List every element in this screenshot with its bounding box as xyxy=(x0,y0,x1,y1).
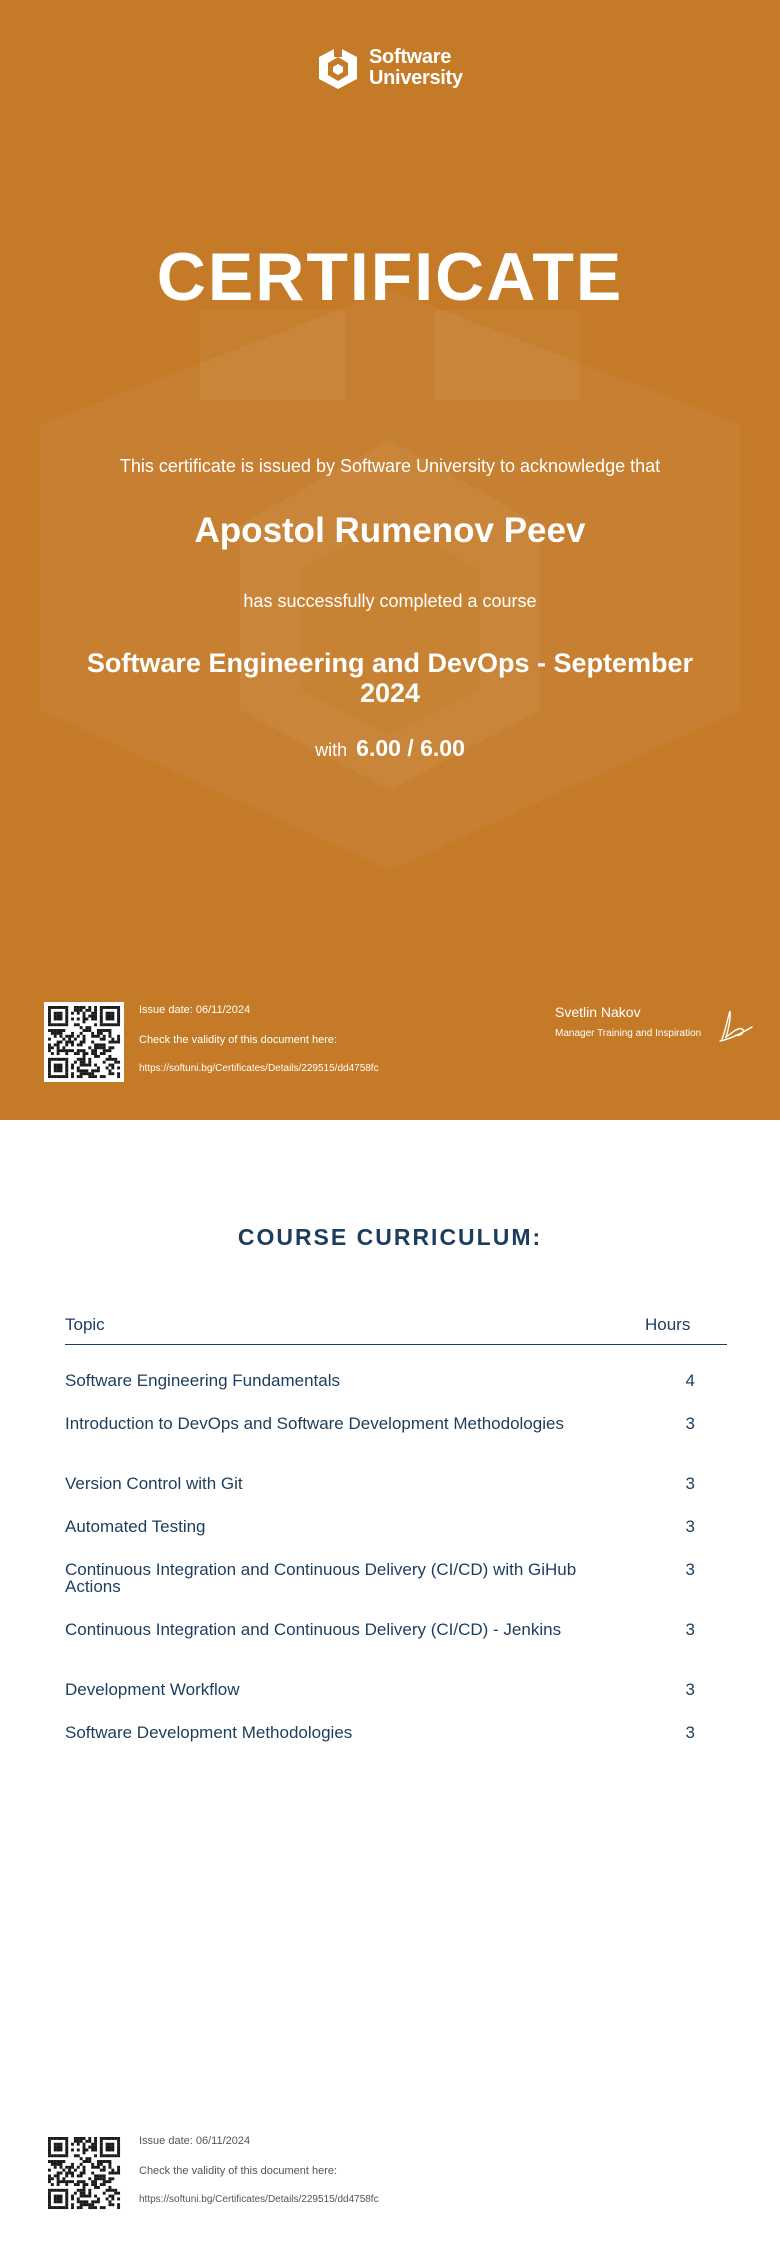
certificate-page xyxy=(0,0,780,1120)
signatory-name: Svetlin Nakov xyxy=(555,1004,641,1020)
brand-line-1: Software xyxy=(369,46,452,68)
column-header-topic: Topic xyxy=(65,1315,105,1334)
row-hours: 3 xyxy=(685,1474,695,1493)
row-topic: Continuous Integration and Continuous Delivery (CI/CD) - Jenkins xyxy=(65,1620,562,1639)
row-topic: Introduction to DevOps and Software Development Methodologies xyxy=(65,1414,564,1433)
curriculum-title: COURSE CURRICULUM: xyxy=(237,1224,543,1250)
watermark-logo xyxy=(40,290,740,870)
row-hours: 3 xyxy=(685,1723,695,1742)
row-hours: 3 xyxy=(685,1560,695,1579)
validation-url[interactable]: https://softuni.bg/Certificates/Details/229515/dd4758fc xyxy=(139,2194,379,2205)
grade-prefix: with xyxy=(315,740,348,760)
table-row xyxy=(65,1561,695,1595)
table-row xyxy=(65,1518,695,1535)
validation-url[interactable]: https://softuni.bg/Certificates/Details/229515/dd4758fc xyxy=(139,1063,379,1074)
column-header-hours: Hours xyxy=(645,1315,691,1334)
header-divider xyxy=(65,1344,727,1345)
validity-check-text: Check the validity of this document here: xyxy=(139,2165,338,2177)
row-topic: Continuous Integration and Continuous Delivery (CI/CD) with GiHub Actions xyxy=(65,1560,577,1596)
row-hours: 3 xyxy=(685,1414,695,1433)
qr-code-icon[interactable] xyxy=(44,1002,124,1082)
completion-statement: has successfully completed a course xyxy=(243,591,537,611)
course-name: Software Engineering and DevOps - September 2024 xyxy=(86,648,694,708)
grade-value: 6.00 / 6.00 xyxy=(356,735,465,761)
row-topic: Development Workflow xyxy=(65,1680,240,1699)
table-row xyxy=(65,1372,695,1389)
signatory-role: Manager Training and Inspiration xyxy=(555,1028,702,1039)
brand-wordmark xyxy=(369,47,463,89)
table-row xyxy=(65,1681,695,1698)
recipient-name: Apostol Rumenov Peev xyxy=(194,511,586,550)
table-row xyxy=(65,1415,695,1432)
row-hours: 3 xyxy=(685,1517,695,1536)
signature-mark xyxy=(716,1005,756,1045)
softuni-logo-icon xyxy=(314,44,362,92)
row-hours: 3 xyxy=(685,1620,695,1639)
certificate-title: CERTIFICATE xyxy=(156,239,624,315)
validity-check-text: Check the validity of this document here: xyxy=(139,1034,338,1046)
row-topic: Software Development Methodologies xyxy=(65,1723,353,1742)
table-row xyxy=(65,1475,695,1492)
row-hours: 3 xyxy=(685,1680,695,1699)
row-topic: Software Engineering Fundamentals xyxy=(65,1371,340,1390)
grade-line xyxy=(0,735,780,762)
table-row xyxy=(65,1621,695,1638)
issued-statement: This certificate is issued by Software University to acknowledge that xyxy=(119,456,661,476)
row-hours: 4 xyxy=(685,1371,695,1390)
row-topic: Version Control with Git xyxy=(65,1474,243,1493)
table-row xyxy=(65,1724,695,1741)
issue-date: Issue date: 06/11/2024 xyxy=(139,1004,251,1016)
row-topic: Automated Testing xyxy=(65,1517,206,1536)
brand-line-2: University xyxy=(369,67,463,89)
issue-date: Issue date: 06/11/2024 xyxy=(139,2135,251,2147)
qr-code-icon[interactable] xyxy=(44,2133,124,2213)
brand-logo xyxy=(314,43,474,93)
